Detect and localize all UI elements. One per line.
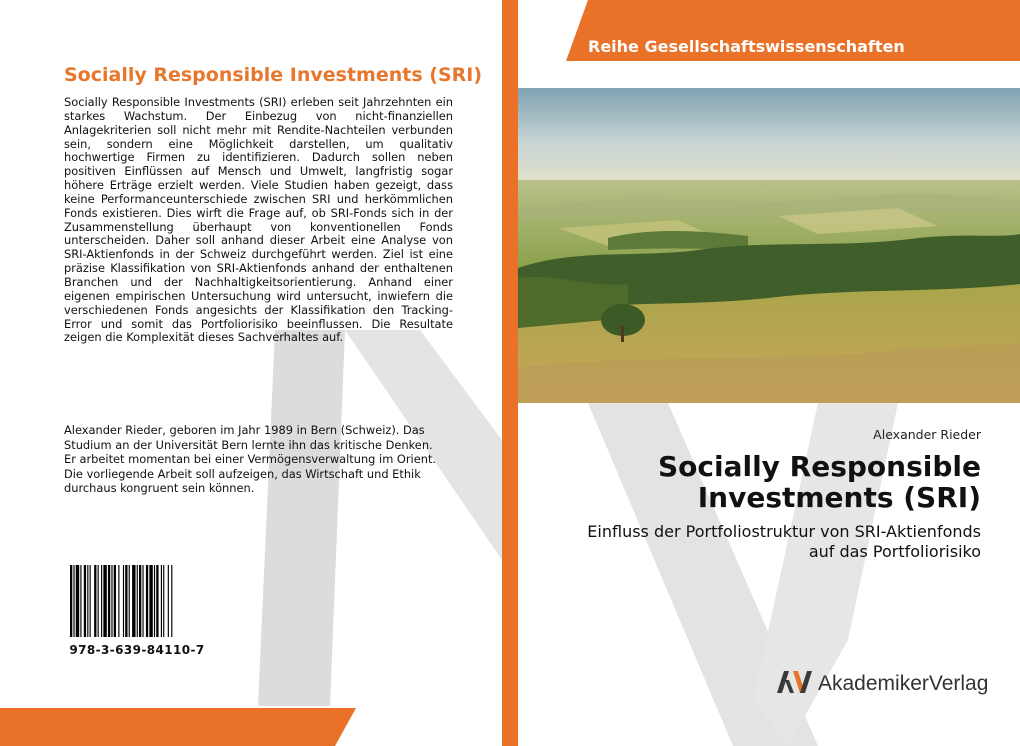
barcode-bar <box>101 565 102 637</box>
barcode-bar <box>80 565 81 637</box>
front-subtitle-line-2: auf das Portfoliorisiko <box>808 542 981 561</box>
barcode-bar <box>171 565 172 637</box>
publisher-name: AkademikerVerlag <box>818 672 989 695</box>
barcode-bar <box>103 565 106 637</box>
back-description: Socially Responsible Investments (SRI) erleben seit Jahrzehnten ein starkes Wachstum. Der Einbezug von nicht-finanziellen Anlagekriterien soll nicht mehr mit Rendite-Nachteilen verbunden sein, sondern eine Möglichkeit darstellen, um qualitativ hochwertige Firmen zu identifizieren. Dadurch sollen neben positiven Einflüssen auf Mensch und Umwelt, langfristig sogar höhere Erträge erzielt werden. Viele Studien haben gezeigt, dass keine Performanceunterschiede zwischen SRI und herkömmlichen Fonds existieren. Dies wirft die Frage auf, ob SRI-Fonds sich in der Zusammenstellung überhaupt von konventionellen Fonds unterscheiden. Daher soll anhand dieser Arbeit eine Analyse von SRI-Aktienfonds in der Schweiz durchgeführt werden. Ziel ist eine präzise Klassifikation von SRI-Aktienfonds anhand der enthaltenen Branchen und der Nachhaltigkeitsorientierung. Anhand einer eigenen empirischen Untersuchung wird untersucht, inwiefern die verschiedenen Fonds angesichts der Klassifikation den Tracking-Error und somit das Portfoliorisiko beeinflussen. Die Resultate zeigen die Komplexität dieses Sachverhaltes auf. <box>64 95 453 345</box>
barcode-bar <box>118 565 119 637</box>
barcode-bar <box>129 565 130 637</box>
barcode-bar <box>94 565 96 637</box>
barcode-bar <box>156 565 158 637</box>
front-title <box>658 451 981 513</box>
barcode-bar <box>73 565 74 637</box>
barcode-bar <box>161 565 162 637</box>
barcode-bar <box>163 565 164 637</box>
barcode-icon <box>64 561 210 641</box>
front-title-line-1: Socially Responsible <box>657 450 981 483</box>
barcode-bar <box>149 565 152 637</box>
barcode-bar <box>154 565 155 637</box>
front-title-line-2: Investments (SRI) <box>697 481 981 514</box>
barcode-bar <box>76 565 79 637</box>
series-label: Reihe Gesellschaftswissenschaften <box>588 37 905 56</box>
back-cover <box>0 0 502 746</box>
landscape-photo <box>518 88 1020 403</box>
barcode-bar <box>108 565 110 637</box>
author-bio: Alexander Rieder, geboren im Jahr 1989 in Bern (Schweiz). Das Studium an der Universität Bern lernte ihn das kritische Denken. Er arbeitet momentan bei einer Vermögensverwaltung im Orient. Die vorliegende Arbeit soll aufzeigen, das Wirtschaft und Ethik durchaus kongruent sein können. <box>64 423 437 495</box>
barcode-bar <box>114 565 116 637</box>
front-author: Alexander Rieder <box>873 427 981 442</box>
front-cover <box>518 0 1020 746</box>
barcode-bar <box>142 565 143 637</box>
barcode-bar <box>70 565 72 637</box>
barcode-bar <box>139 565 141 637</box>
barcode-bar <box>146 565 148 637</box>
barcode-bar <box>87 565 88 637</box>
front-subtitle <box>561 522 981 562</box>
front-subtitle-line-1: Einfluss der Portfoliostruktur von SRI-Aktienfonds <box>587 522 981 541</box>
barcode-bar <box>137 565 138 637</box>
barcode-bar <box>132 565 135 637</box>
barcode-bar <box>98 565 99 637</box>
barcode-bar <box>123 565 124 637</box>
series-orange-band <box>518 0 1020 66</box>
spine <box>502 0 518 746</box>
barcode-bar <box>168 565 169 637</box>
barcode-bar <box>84 565 86 637</box>
barcode-bar <box>90 565 91 637</box>
barcode-bar <box>111 565 112 637</box>
back-title: Socially Responsible Investments (SRI) <box>64 64 483 86</box>
barcode-bar <box>125 565 127 637</box>
isbn-number: 978-3-639-84110-7 <box>69 643 205 657</box>
